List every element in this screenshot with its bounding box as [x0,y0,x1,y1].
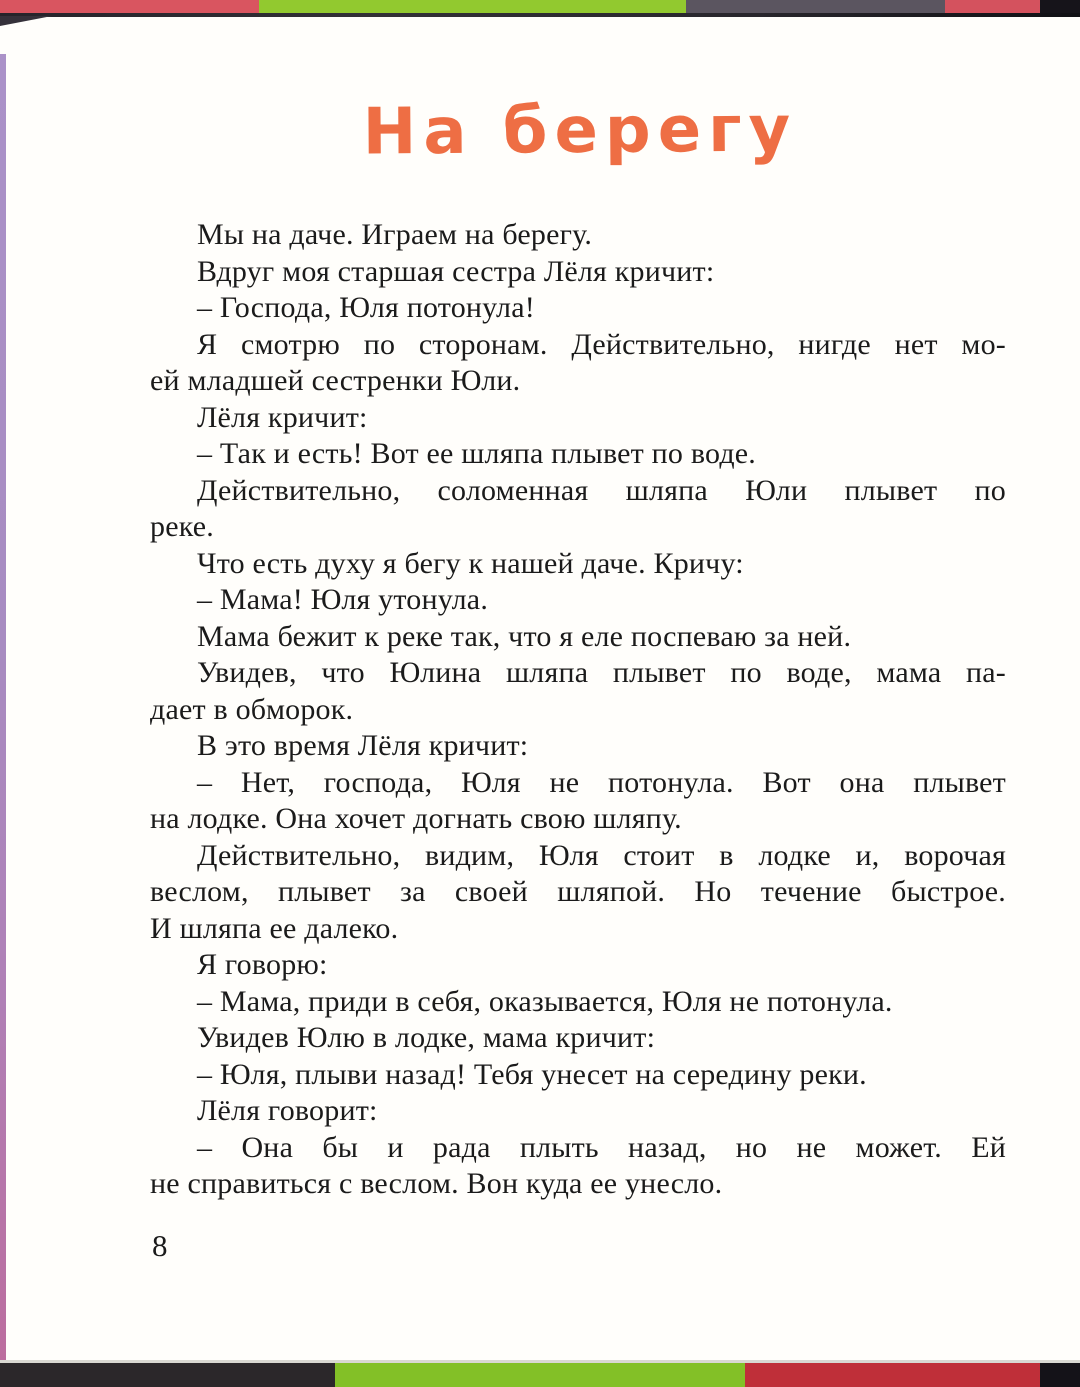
text-line: ей младшей сестренки Юли. [150,364,521,397]
edge-strip-segment-dark-gray [686,0,945,14]
text-line: – Юля, плыви назад! Тебя унесет на середину реки. [197,1057,867,1091]
text-line: – Она бы и рада плыть назад, но не может. Ей [197,1130,1006,1164]
story-title: На берегу [362,92,798,170]
text-line: дает в обморок. [150,692,354,726]
text-line: – Господа, Юля потонула! [197,291,535,324]
text-line: Мама бежит к реке так, что я еле поспеваю за ней. [197,619,852,653]
text-line: веслом, плывет за своей шляпой. Но течение быстрое. [150,875,1006,908]
text-line: Лёля говорит: [197,1094,378,1127]
text-line: – Так и есть! Вот ее шляпа плывет по воде. [197,437,757,470]
edge-strip-segment-black [0,1363,335,1387]
text-line: В это время Лёля кричит: [197,729,529,762]
page-corner-shadow [0,16,52,26]
text-line: Мы на даче. Играем на берегу. [197,218,593,251]
top-edge-strip [0,0,1080,14]
bottom-edge-strip [0,1363,1080,1387]
edge-strip-segment-black-2 [1040,1363,1080,1387]
text-line: – Мама! Юля утонула. [197,583,489,616]
text-line: Лёля кричит: [197,400,368,434]
edge-strip-segment-red [0,0,259,14]
text-line: – Мама, приди в себя, оказывается, Юля не потонула. [197,984,893,1018]
text-line: Я говорю: [197,948,328,981]
text-line: на лодке. Она хочет догнать свою шляпу. [150,802,682,835]
edge-strip-segment-black [1040,0,1080,14]
story-text [150,217,1006,1203]
text-line: – Нет, господа, Юля не потонула. Вот она плывет [197,765,1006,799]
text-line: Я смотрю по сторонам. Действительно, нигде нет мо- [197,327,1006,361]
text-line: Действительно, видим, Юля стоит в лодке и, ворочая [197,838,1006,872]
page-number: 8 [152,1228,168,1263]
text-line: Вдруг моя старшая сестра Лёля кричит: [197,254,715,288]
page-top-shadow [0,13,1080,17]
edge-strip-segment-green [335,1363,745,1387]
text-line: не справиться с веслом. Вон куда ее унесло. [150,1167,723,1200]
text-line: И шляпа ее далеко. [150,911,399,945]
text-line: реке. [150,510,214,543]
text-line: Что есть духу я бегу к нашей даче. Кричу: [197,546,744,580]
edge-strip-segment-green [259,0,686,14]
left-edge-strip [0,54,6,1362]
text-line: Действительно, соломенная шляпа Юли плывет по [197,473,1006,507]
edge-strip-segment-red-2 [945,0,1040,14]
text-line: Увидев, что Юлина шляпа плывет по воде, мама па- [197,656,1006,689]
text-line: Увидев Юлю в лодке, мама кричит: [197,1021,656,1054]
edge-strip-segment-red [745,1363,1040,1387]
